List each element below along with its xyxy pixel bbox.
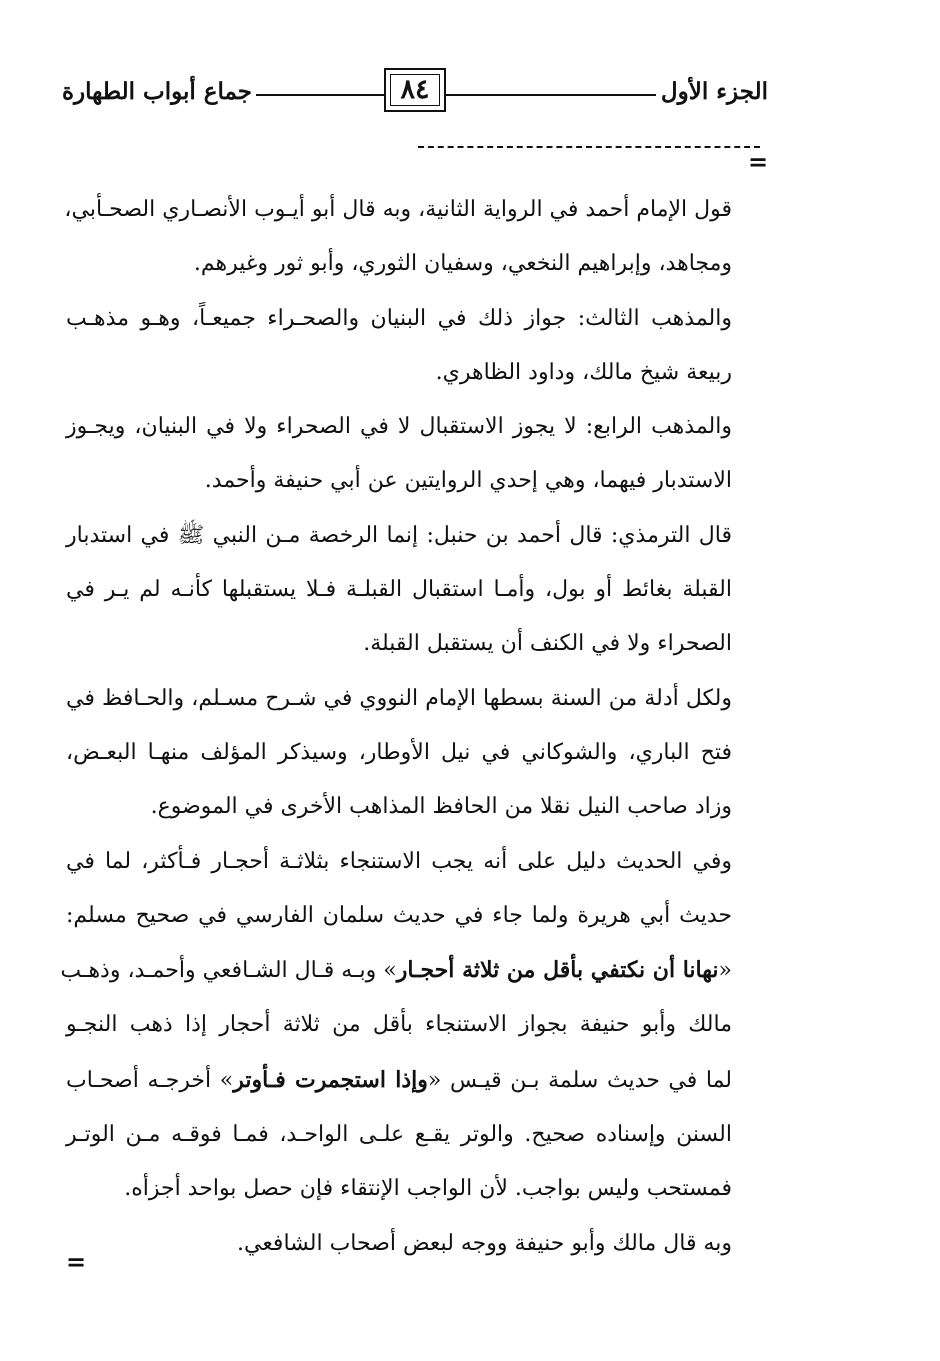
continuation-mark-top: =: [748, 147, 769, 176]
header-rule-left: [256, 94, 384, 96]
text-line: قال الترمذي: قال أحمد بن حنبل: إنما الرخصة مـن النبي ﷺ في استدبار: [66, 522, 732, 548]
text-line: ولكل أدلة من السنة بسطها الإمام النووي في شـرح مسـلم، والحـافظ في: [66, 685, 732, 711]
text-line: وفي الحديث دليل على أنه يجب الاستنجاء بثلاثـة أحجـار فـأكثر، لما في: [66, 848, 732, 874]
main-text: [60, 183, 732, 1271]
continuation-mark-bottom: =: [66, 1247, 87, 1276]
text-line: وبه قال مالك وأبو حنيفة ووجه لبعض أصحاب الشافعي.: [236, 1230, 732, 1256]
page-number-text: ٨٤: [400, 74, 430, 105]
text-line: القبلة بغائط أو بول، وأمـا استقبال القبلـة فـلا يستقبلها كأنـه لم يـر في: [66, 577, 732, 603]
text-line-with-quote: [66, 1053, 732, 1108]
text-line: ومجاهد، وإبراهيم النخعي، وسفيان الثوري، وأبو ثور وغيرهم.: [193, 251, 732, 277]
hadith-quote: نهانا أن نكتفي بأقل من ثلاثة أحجـار: [396, 957, 719, 984]
text-line: وزاد صاحب النيل نقلا من الحافظ المذاهب الأخرى في الموضوع.: [150, 794, 732, 820]
text-line: قول الإمام أحمد في الرواية الثانية، وبه قال أبو أيـوب الأنصـاري الصحـأبي،: [64, 197, 732, 222]
header-rule-right: [446, 94, 656, 96]
text-line: السنن وإسناده صحيح. والوتر يقـع علـى الواحـد، فمـا فوقـه مـن الوتـر: [66, 1122, 732, 1148]
chapter-label: جماع أبواب الطهارة: [62, 78, 253, 105]
text-line: مالك وأبو حنيفة بجواز الاستنجاء بأقل من ثلاثة أحجار إذا ذهب النجـو: [66, 1012, 732, 1038]
text-line: الصحراء ولا في الكنف أن يستقبل القبلة.: [363, 631, 732, 657]
hadith-quote: وإذا استجمرت فـأوتر: [233, 1066, 428, 1093]
page-number: [384, 68, 446, 112]
text-line: فتح الباري، والشوكاني في نيل الأوطار، وسيذكر المؤلف منهـا البعـض،: [66, 739, 732, 765]
text-line-with-quote: [60, 943, 732, 998]
text-line: حديث أبي هريرة ولما جاء في حديث سلمان الفارسي في صحيح مسلم:: [66, 902, 732, 928]
text-line: ربيعة شيخ مالك، وداود الظاهري.: [435, 359, 732, 385]
quote-rest: » أخرجـه أصحـاب: [66, 1067, 234, 1093]
quote-lead: لما في حديث سلمة بـن قيـس «: [427, 1067, 732, 1093]
text-line: والمذهب الثالث: جواز ذلك في البنيان والصحـراء جميعـاً، وهـو مذهـب: [66, 305, 732, 331]
text-line: فمستحب وليس بواجب. لأن الواجب الإنتقاء فإن حصل بواحد أجزأه.: [124, 1176, 732, 1202]
quote-open: «: [718, 958, 732, 984]
page-header: [0, 62, 940, 124]
text-line: الاستدبار فيهما، وهي إحدي الروايتين عن أبي حنيفة وأحمد.: [204, 468, 732, 494]
header-dashed-rule: [418, 146, 760, 148]
text-line: والمذهب الرابع: لا يجوز الاستقبال لا في الصحراء ولا في البنيان، ويجـوز: [66, 414, 732, 440]
volume-label: الجزء الأول: [660, 78, 768, 105]
quote-rest: » وبـه قـال الشـافعي وأحمـد، وذهـب: [60, 958, 397, 984]
